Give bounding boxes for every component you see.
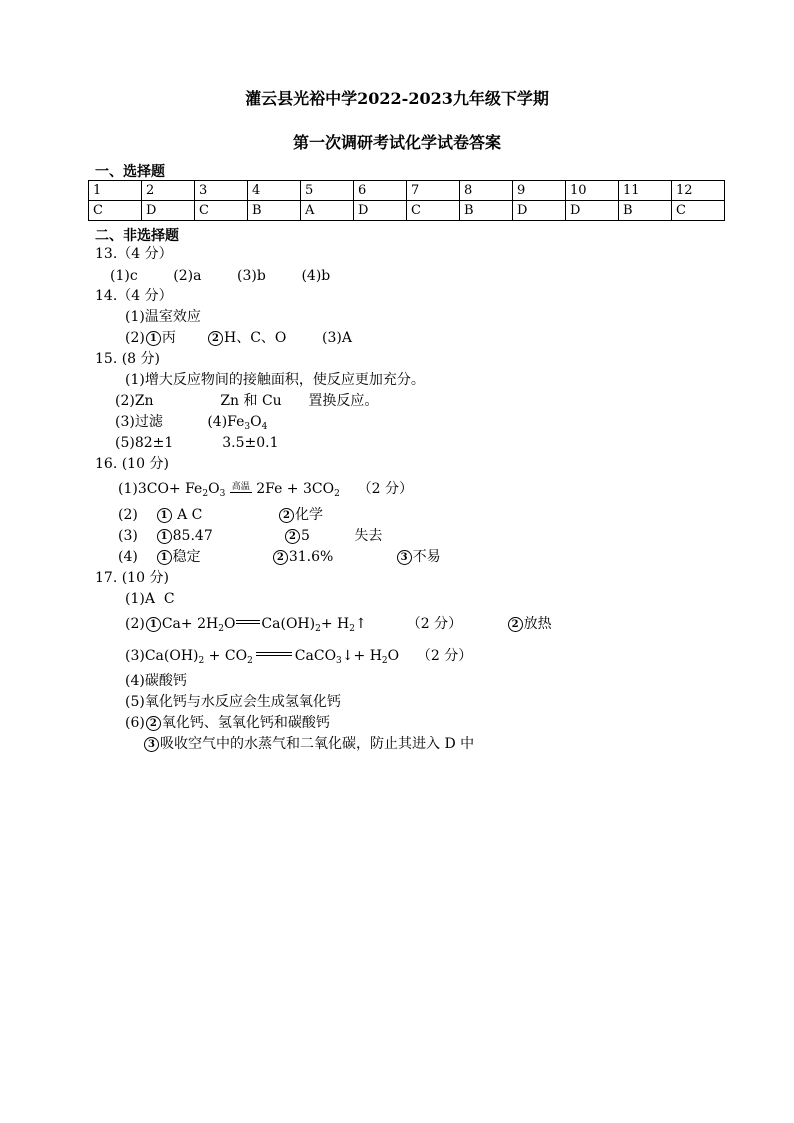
table-cell: C xyxy=(89,201,142,221)
q14-line2: (2) 1 丙 2 H、C、O (3)A xyxy=(125,330,352,346)
section-non-choice: 二、非选择题 xyxy=(95,228,179,244)
q15-line4: (5)82±1 3.5±0.1 xyxy=(115,435,279,451)
q15-line2: (2)Zn Zn 和 Cu 置换反应。 xyxy=(115,393,379,409)
table-cell: D xyxy=(354,201,407,221)
table-cell: A xyxy=(301,201,354,221)
circled-number: 3 xyxy=(397,550,412,565)
table-cell: 12 xyxy=(672,181,725,201)
table-cell: C xyxy=(407,201,460,221)
table-row-answers xyxy=(89,201,725,221)
table-cell: 5 xyxy=(301,181,354,201)
q13-heading: 13.（4 分） xyxy=(95,246,173,262)
circled-number: 3 xyxy=(144,737,159,752)
circled-number: 2 xyxy=(273,550,288,565)
page-subtitle: 第一次调研考试化学试卷答案 xyxy=(292,133,501,152)
q17-line1: (1)A C xyxy=(125,591,175,607)
table-cell: 4 xyxy=(248,181,301,201)
circled-number: 1 xyxy=(146,331,161,346)
table-cell: 8 xyxy=(460,181,513,201)
q16-equation: $(1)3CO+ Fe_2O_3$ 高温 $2Fe + 3CO_2$ （2 分） xyxy=(118,481,413,499)
table-cell: C xyxy=(672,201,725,221)
q16-line2: (2) 1 A C 2 化学 xyxy=(118,507,324,523)
q17-line4: (4)碳酸钙 xyxy=(125,673,187,689)
equals-sign xyxy=(256,652,292,656)
q16-heading: 16. (10 分) xyxy=(95,456,169,472)
table-cell: B xyxy=(248,201,301,221)
reaction-condition: 高温 xyxy=(231,482,250,492)
circled-number: 1 xyxy=(146,617,161,632)
table-cell: 1 xyxy=(89,181,142,201)
table-cell: 3 xyxy=(195,181,248,201)
q15-line1: (1)增大反应物间的接触面积，使反应更加充分。 xyxy=(125,372,425,388)
table-row-numbers xyxy=(89,181,725,201)
circled-number: 2 xyxy=(279,508,294,523)
table-cell: 7 xyxy=(407,181,460,201)
q17-line3: $(3)Ca(OH)_2 + CO_2$ CaCO$_3$↓+ $H_2O$ （2 分） xyxy=(125,648,473,666)
q16-line3: (3) 1 85.47 2 5 失去 xyxy=(118,528,383,544)
table-cell: B xyxy=(460,201,513,221)
q14-line1: (1)温室效应 xyxy=(125,309,201,325)
circled-number: 2 xyxy=(146,716,161,731)
q13-answers: (1)c (2)a (3)b (4)b xyxy=(110,268,331,284)
circled-number: 1 xyxy=(157,529,172,544)
table-cell: 2 xyxy=(142,181,195,201)
q17-line2: (2) 1 $Ca+ 2H_2O$ $Ca(OH)_2+$ $H_2↑$ （2 分） 2 放热 xyxy=(125,616,552,634)
table-cell: D xyxy=(566,201,619,221)
circled-number: 1 xyxy=(157,550,172,565)
q17-heading: 17. (10 分) xyxy=(95,570,169,586)
q15-line3: (3)过滤 $(4)Fe_3O_4$ xyxy=(115,414,268,432)
circled-number: 2 xyxy=(285,529,300,544)
q17-line7: 3 吸收空气中的水蒸气和二氧化碳，防止其进入 D 中 xyxy=(143,735,474,753)
q15-heading: 15. (8 分) xyxy=(95,351,160,367)
table-cell: 11 xyxy=(619,181,672,201)
circled-number: 1 xyxy=(157,508,172,523)
circled-number: 2 xyxy=(508,617,523,632)
table-cell: D xyxy=(513,201,566,221)
table-cell: 9 xyxy=(513,181,566,201)
section-multiple-choice: 一、选择题 xyxy=(95,164,165,180)
q16-line4: (4) 1 稳定 2 31.6% 3 不易 xyxy=(118,549,441,565)
table-cell: 6 xyxy=(354,181,407,201)
equals-sign xyxy=(236,620,260,624)
answer-table xyxy=(88,180,725,221)
table-cell: C xyxy=(195,201,248,221)
table-cell: B xyxy=(619,201,672,221)
q17-line5: (5)氧化钙与水反应会生成氢氧化钙 xyxy=(125,694,341,710)
circled-number: 2 xyxy=(208,331,223,346)
q14-heading: 14.（4 分） xyxy=(95,288,173,304)
table-cell: 10 xyxy=(566,181,619,201)
table-cell: D xyxy=(142,201,195,221)
q17-line6: (6) 2 氧化钙、氢氧化钙和碳酸钙 xyxy=(125,715,330,731)
page-title: 灌云县光裕中学2022-2023九年级下学期 xyxy=(245,89,549,108)
